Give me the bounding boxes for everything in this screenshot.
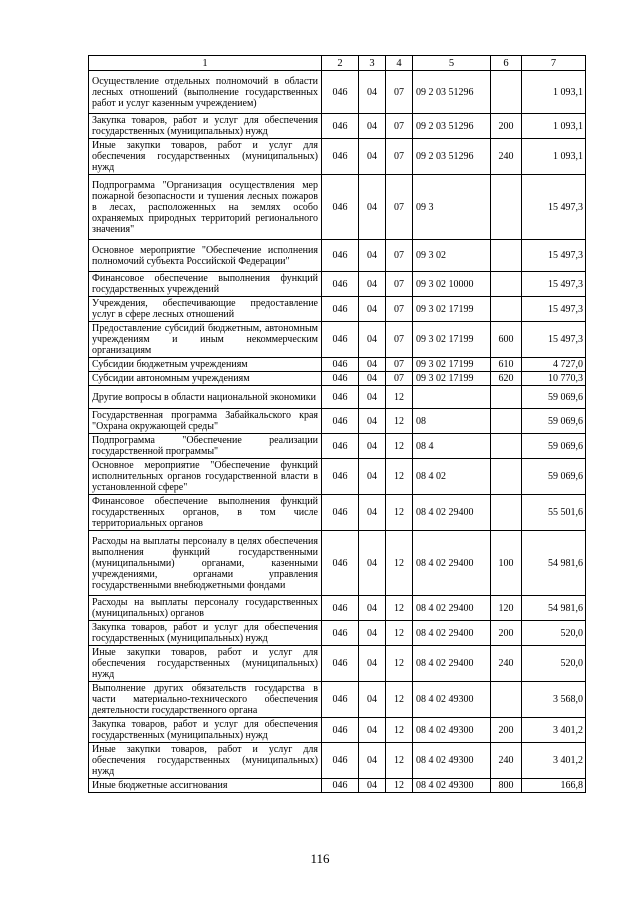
header-cell: 5 bbox=[413, 56, 491, 71]
cell-expense-type bbox=[491, 682, 522, 718]
cell-section: 04 bbox=[359, 240, 386, 272]
cell-code-admin: 046 bbox=[322, 596, 359, 621]
cell-amount: 15 497,3 bbox=[522, 240, 586, 272]
cell-code-admin: 046 bbox=[322, 372, 359, 386]
cell-code-admin: 046 bbox=[322, 743, 359, 779]
cell-target-article: 08 4 02 29400 bbox=[413, 531, 491, 596]
cell-amount: 10 770,3 bbox=[522, 372, 586, 386]
cell-expense-type bbox=[491, 175, 522, 240]
cell-subsection: 07 bbox=[386, 272, 413, 297]
cell-subsection: 07 bbox=[386, 114, 413, 139]
row-name: Другие вопросы в области национальной экономики bbox=[89, 386, 322, 409]
table-row bbox=[89, 386, 586, 409]
row-name: Государственная программа Забайкальского края "Охрана окружающей среды" bbox=[89, 409, 322, 434]
row-name: Иные бюджетные ассигнования bbox=[89, 779, 322, 793]
cell-amount: 166,8 bbox=[522, 779, 586, 793]
cell-section: 04 bbox=[359, 531, 386, 596]
cell-section: 04 bbox=[359, 459, 386, 495]
row-name: Осуществление отдельных полномочий в области лесных отношений (выполнение государственных работ и услуг казенным учреждением) bbox=[89, 71, 322, 114]
cell-expense-type: 610 bbox=[491, 358, 522, 372]
cell-subsection: 12 bbox=[386, 495, 413, 531]
cell-target-article: 09 2 03 51296 bbox=[413, 114, 491, 139]
row-name: Основное мероприятие "Обеспечение исполнения полномочий субъекта Российской Федерации" bbox=[89, 240, 322, 272]
cell-target-article: 08 4 bbox=[413, 434, 491, 459]
header-cell: 4 bbox=[386, 56, 413, 71]
cell-subsection: 12 bbox=[386, 386, 413, 409]
cell-expense-type: 240 bbox=[491, 646, 522, 682]
table-row bbox=[89, 495, 586, 531]
cell-code-admin: 046 bbox=[322, 297, 359, 322]
cell-expense-type bbox=[491, 409, 522, 434]
cell-target-article: 08 4 02 29400 bbox=[413, 495, 491, 531]
header-cell: 1 bbox=[89, 56, 322, 71]
row-name: Субсидии бюджетным учреждениям bbox=[89, 358, 322, 372]
row-name: Подпрограмма "Организация осуществления мер пожарной безопасности и тушения лесных пожаров в лесах, расположенных на землях особо охраняемых природных территорий регионального значения" bbox=[89, 175, 322, 240]
table-row bbox=[89, 71, 586, 114]
cell-section: 04 bbox=[359, 596, 386, 621]
cell-amount: 15 497,3 bbox=[522, 297, 586, 322]
cell-subsection: 07 bbox=[386, 175, 413, 240]
cell-target-article: 09 2 03 51296 bbox=[413, 71, 491, 114]
cell-subsection: 12 bbox=[386, 682, 413, 718]
page-number: 116 bbox=[310, 851, 330, 866]
cell-code-admin: 046 bbox=[322, 495, 359, 531]
cell-subsection: 12 bbox=[386, 531, 413, 596]
cell-code-admin: 046 bbox=[322, 240, 359, 272]
table-row bbox=[89, 596, 586, 621]
header-cell: 7 bbox=[522, 56, 586, 71]
cell-target-article: 08 4 02 29400 bbox=[413, 621, 491, 646]
cell-amount: 1 093,1 bbox=[522, 71, 586, 114]
cell-subsection: 07 bbox=[386, 139, 413, 175]
cell-code-admin: 046 bbox=[322, 71, 359, 114]
cell-subsection: 07 bbox=[386, 322, 413, 358]
row-name: Подпрограмма "Обеспечение реализации государственной программы" bbox=[89, 434, 322, 459]
cell-expense-type: 800 bbox=[491, 779, 522, 793]
row-name: Выполнение других обязательств государства в части материально-технического обеспечения деятельности государственного органа bbox=[89, 682, 322, 718]
row-name: Расходы на выплаты персоналу в целях обеспечения выполнения функций государственными (муниципальными) органами, казенными учреждениями, органами управления государственными внебюджетными фондами bbox=[89, 531, 322, 596]
table-row bbox=[89, 175, 586, 240]
cell-section: 04 bbox=[359, 71, 386, 114]
cell-expense-type: 120 bbox=[491, 596, 522, 621]
cell-code-admin: 046 bbox=[322, 409, 359, 434]
cell-expense-type: 620 bbox=[491, 372, 522, 386]
cell-amount: 3 401,2 bbox=[522, 743, 586, 779]
cell-section: 04 bbox=[359, 779, 386, 793]
cell-subsection: 12 bbox=[386, 459, 413, 495]
cell-code-admin: 046 bbox=[322, 434, 359, 459]
cell-subsection: 12 bbox=[386, 779, 413, 793]
cell-target-article: 09 2 03 51296 bbox=[413, 139, 491, 175]
row-name: Субсидии автономным учреждениям bbox=[89, 372, 322, 386]
cell-target-article: 08 4 02 bbox=[413, 459, 491, 495]
cell-section: 04 bbox=[359, 495, 386, 531]
cell-code-admin: 046 bbox=[322, 718, 359, 743]
cell-expense-type bbox=[491, 495, 522, 531]
row-name: Закупка товаров, работ и услуг для обеспечения государственных (муниципальных) нужд bbox=[89, 621, 322, 646]
cell-section: 04 bbox=[359, 139, 386, 175]
cell-code-admin: 046 bbox=[322, 272, 359, 297]
cell-amount: 54 981,6 bbox=[522, 596, 586, 621]
row-name: Учреждения, обеспечивающие предоставление услуг в сфере лесных отношений bbox=[89, 297, 322, 322]
cell-subsection: 12 bbox=[386, 646, 413, 682]
cell-section: 04 bbox=[359, 175, 386, 240]
cell-amount: 59 069,6 bbox=[522, 434, 586, 459]
cell-code-admin: 046 bbox=[322, 779, 359, 793]
cell-target-article: 09 3 02 bbox=[413, 240, 491, 272]
row-name: Расходы на выплаты персоналу государственных (муниципальных) органов bbox=[89, 596, 322, 621]
cell-target-article: 09 3 02 17199 bbox=[413, 372, 491, 386]
row-name: Иные закупки товаров, работ и услуг для обеспечения государственных (муниципальных) нужд bbox=[89, 646, 322, 682]
cell-subsection: 07 bbox=[386, 358, 413, 372]
cell-subsection: 07 bbox=[386, 297, 413, 322]
cell-subsection: 07 bbox=[386, 71, 413, 114]
cell-expense-type bbox=[491, 272, 522, 297]
cell-section: 04 bbox=[359, 409, 386, 434]
table-row bbox=[89, 434, 586, 459]
cell-expense-type bbox=[491, 240, 522, 272]
cell-expense-type: 200 bbox=[491, 114, 522, 139]
cell-code-admin: 046 bbox=[322, 175, 359, 240]
cell-expense-type: 200 bbox=[491, 718, 522, 743]
cell-section: 04 bbox=[359, 646, 386, 682]
cell-expense-type bbox=[491, 459, 522, 495]
row-name: Финансовое обеспечение выполнения функций государственных учреждений bbox=[89, 272, 322, 297]
row-name: Предоставление субсидий бюджетным, автономным учреждениям и иным некоммерческим организациям bbox=[89, 322, 322, 358]
table-row bbox=[89, 409, 586, 434]
cell-section: 04 bbox=[359, 358, 386, 372]
cell-amount: 1 093,1 bbox=[522, 139, 586, 175]
cell-section: 04 bbox=[359, 372, 386, 386]
cell-code-admin: 046 bbox=[322, 114, 359, 139]
cell-expense-type: 240 bbox=[491, 139, 522, 175]
cell-expense-type: 100 bbox=[491, 531, 522, 596]
table-row bbox=[89, 114, 586, 139]
header-cell: 6 bbox=[491, 56, 522, 71]
header-cell: 2 bbox=[322, 56, 359, 71]
budget-table bbox=[88, 55, 586, 793]
cell-amount: 59 069,6 bbox=[522, 386, 586, 409]
cell-target-article: 08 4 02 29400 bbox=[413, 646, 491, 682]
cell-subsection: 12 bbox=[386, 743, 413, 779]
cell-code-admin: 046 bbox=[322, 358, 359, 372]
cell-section: 04 bbox=[359, 322, 386, 358]
cell-section: 04 bbox=[359, 272, 386, 297]
cell-section: 04 bbox=[359, 114, 386, 139]
cell-expense-type bbox=[491, 434, 522, 459]
cell-code-admin: 046 bbox=[322, 682, 359, 718]
cell-target-article: 08 4 02 29400 bbox=[413, 596, 491, 621]
cell-amount: 1 093,1 bbox=[522, 114, 586, 139]
cell-expense-type bbox=[491, 297, 522, 322]
cell-target-article: 09 3 02 17199 bbox=[413, 322, 491, 358]
cell-amount: 15 497,3 bbox=[522, 272, 586, 297]
table-row bbox=[89, 646, 586, 682]
cell-code-admin: 046 bbox=[322, 459, 359, 495]
cell-amount: 520,0 bbox=[522, 621, 586, 646]
cell-section: 04 bbox=[359, 386, 386, 409]
cell-amount: 15 497,3 bbox=[522, 322, 586, 358]
cell-target-article: 08 bbox=[413, 409, 491, 434]
cell-target-article: 09 3 02 17199 bbox=[413, 297, 491, 322]
table-row bbox=[89, 372, 586, 386]
table-row bbox=[89, 682, 586, 718]
cell-amount: 3 401,2 bbox=[522, 718, 586, 743]
cell-section: 04 bbox=[359, 434, 386, 459]
cell-amount: 3 568,0 bbox=[522, 682, 586, 718]
cell-target-article: 09 3 bbox=[413, 175, 491, 240]
row-name: Закупка товаров, работ и услуг для обеспечения государственных (муниципальных) нужд bbox=[89, 718, 322, 743]
cell-amount: 59 069,6 bbox=[522, 409, 586, 434]
table-row bbox=[89, 779, 586, 793]
table-header bbox=[89, 56, 586, 71]
cell-section: 04 bbox=[359, 682, 386, 718]
cell-amount: 4 727,0 bbox=[522, 358, 586, 372]
cell-target-article bbox=[413, 386, 491, 409]
cell-section: 04 bbox=[359, 743, 386, 779]
cell-expense-type: 600 bbox=[491, 322, 522, 358]
table-row bbox=[89, 531, 586, 596]
cell-expense-type bbox=[491, 71, 522, 114]
cell-amount: 55 501,6 bbox=[522, 495, 586, 531]
cell-section: 04 bbox=[359, 297, 386, 322]
row-name: Закупка товаров, работ и услуг для обеспечения государственных (муниципальных) нужд bbox=[89, 114, 322, 139]
cell-subsection: 07 bbox=[386, 240, 413, 272]
cell-target-article: 09 3 02 17199 bbox=[413, 358, 491, 372]
cell-subsection: 12 bbox=[386, 621, 413, 646]
table-row bbox=[89, 743, 586, 779]
table-row bbox=[89, 459, 586, 495]
cell-subsection: 12 bbox=[386, 409, 413, 434]
cell-section: 04 bbox=[359, 621, 386, 646]
cell-code-admin: 046 bbox=[322, 139, 359, 175]
table-row bbox=[89, 621, 586, 646]
cell-code-admin: 046 bbox=[322, 322, 359, 358]
cell-subsection: 12 bbox=[386, 718, 413, 743]
cell-code-admin: 046 bbox=[322, 621, 359, 646]
cell-amount: 54 981,6 bbox=[522, 531, 586, 596]
cell-expense-type: 200 bbox=[491, 621, 522, 646]
cell-expense-type: 240 bbox=[491, 743, 522, 779]
table-row bbox=[89, 718, 586, 743]
cell-amount: 15 497,3 bbox=[522, 175, 586, 240]
table-row bbox=[89, 240, 586, 272]
cell-expense-type bbox=[491, 386, 522, 409]
cell-subsection: 07 bbox=[386, 372, 413, 386]
row-name: Основное мероприятие "Обеспечение функций исполнительных органов государственной власти в установленной сфере" bbox=[89, 459, 322, 495]
cell-target-article: 08 4 02 49300 bbox=[413, 779, 491, 793]
cell-code-admin: 046 bbox=[322, 386, 359, 409]
table-row bbox=[89, 139, 586, 175]
cell-target-article: 08 4 02 49300 bbox=[413, 718, 491, 743]
cell-subsection: 12 bbox=[386, 434, 413, 459]
header-cell: 3 bbox=[359, 56, 386, 71]
table-row bbox=[89, 272, 586, 297]
cell-target-article: 08 4 02 49300 bbox=[413, 743, 491, 779]
cell-amount: 520,0 bbox=[522, 646, 586, 682]
row-name: Финансовое обеспечение выполнения функций государственных органов, в том числе территориальных органов bbox=[89, 495, 322, 531]
row-name: Иные закупки товаров, работ и услуг для обеспечения государственных (муниципальных) нужд bbox=[89, 139, 322, 175]
table-row bbox=[89, 358, 586, 372]
cell-subsection: 12 bbox=[386, 596, 413, 621]
cell-code-admin: 046 bbox=[322, 646, 359, 682]
cell-target-article: 09 3 02 10000 bbox=[413, 272, 491, 297]
cell-section: 04 bbox=[359, 718, 386, 743]
table-row bbox=[89, 322, 586, 358]
table-body bbox=[89, 71, 586, 793]
row-name: Иные закупки товаров, работ и услуг для обеспечения государственных (муниципальных) нужд bbox=[89, 743, 322, 779]
table-row bbox=[89, 297, 586, 322]
cell-amount: 59 069,6 bbox=[522, 459, 586, 495]
cell-target-article: 08 4 02 49300 bbox=[413, 682, 491, 718]
header-row bbox=[89, 56, 586, 71]
cell-code-admin: 046 bbox=[322, 531, 359, 596]
